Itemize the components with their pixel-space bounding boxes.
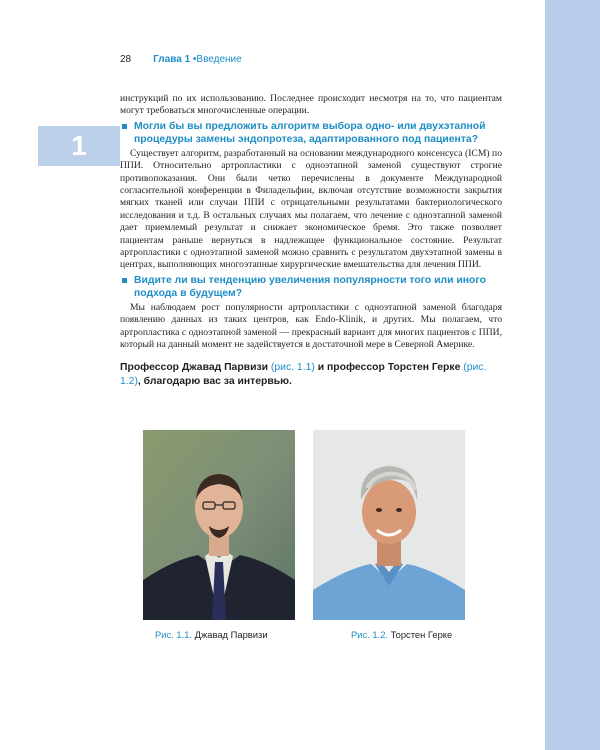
closing-middle: и профессор Торстен Герке [314, 361, 464, 373]
closing-end: , благодарю вас за интервью. [137, 375, 292, 387]
figure-name: Джавад Парвизи [192, 629, 268, 640]
text-column [120, 93, 502, 389]
page-number: 28 [120, 54, 132, 65]
header-bullet: • [190, 54, 197, 65]
question-text: Могли бы вы предложить алгоритм выбора одно- или двухэтапной процедуры замены эндопротеза, адаптированного под пациента? [134, 120, 486, 145]
chapter-tab: 1 [38, 126, 120, 166]
square-bullet-icon [122, 278, 127, 283]
paragraph-continued: инструкций по их использованию. Последнее происходит несмотря на то, что пациентам могут требоваться многочисленные операции. [120, 93, 502, 117]
square-bullet-icon [122, 124, 127, 129]
page-edge-strip [545, 0, 600, 750]
figure-reference-2: (рис. 1.2) [120, 361, 487, 387]
running-header [120, 54, 242, 65]
portrait-photo-1 [143, 430, 295, 620]
figure-label: Рис. 1.2. [351, 629, 389, 640]
interview-question-1 [120, 120, 502, 146]
question-text: Видите ли вы тенденцию увеличения популярности того или иного подхода в будущем? [134, 274, 486, 299]
answer-paragraph-1: Существует алгоритм, разработанный на основании международного консенсуса (ICM) по ППИ. Относительно артропластики с одноэтапной заменой существуют строгие противопоказания. Они были четко перечислены в документе Международной согласительной конференции в Филадельфии, включая отсутствие возможности закрытия мягких тканей или случаи ППИ с отрицательными результатами бактериологического исследования и т.д. В остальных случаях мы полагаем, что лечение с одноэтапной заменой дает приемлемый результат и снижает экономическое бремя. Это также позволяет пациентам раньше вернуться в надлежащее функциональное состояние. Результат артропластики с одноэтапной заменой можно сравнить с результатом двухэтапной замены в центрах, выполняющих многоэтапные хирургические вмешательства для лечения ППИ. [120, 147, 502, 271]
closing-name-1: Профессор Джавад Парвизи [120, 361, 271, 373]
portrait-photo-2 [313, 430, 465, 620]
interview-question-2 [120, 274, 502, 300]
section-label: Введение [196, 54, 242, 65]
figure-reference-1: (рис. 1.1) [270, 361, 315, 373]
answer-paragraph-2: Мы наблюдаем рост популярности артропластики с одноэтапной заменой благодаря появлению данных из таких центров, как Endo-Klinik, и других. Мы полагаем, что артропластика с одноэтапной заменой — прекрасный вариант для многих пациентов с ППИ, который на данный момент не задействуется в достаточной мере в Северной Америке. [120, 301, 502, 351]
figure-name: Торстен Герке [388, 629, 453, 640]
figure-label: Рис. 1.1. [155, 629, 193, 640]
figure-caption-2 [351, 629, 452, 640]
closing-remark [120, 361, 502, 389]
figure-caption-1 [155, 629, 268, 640]
chapter-label: Глава 1 [153, 54, 191, 65]
